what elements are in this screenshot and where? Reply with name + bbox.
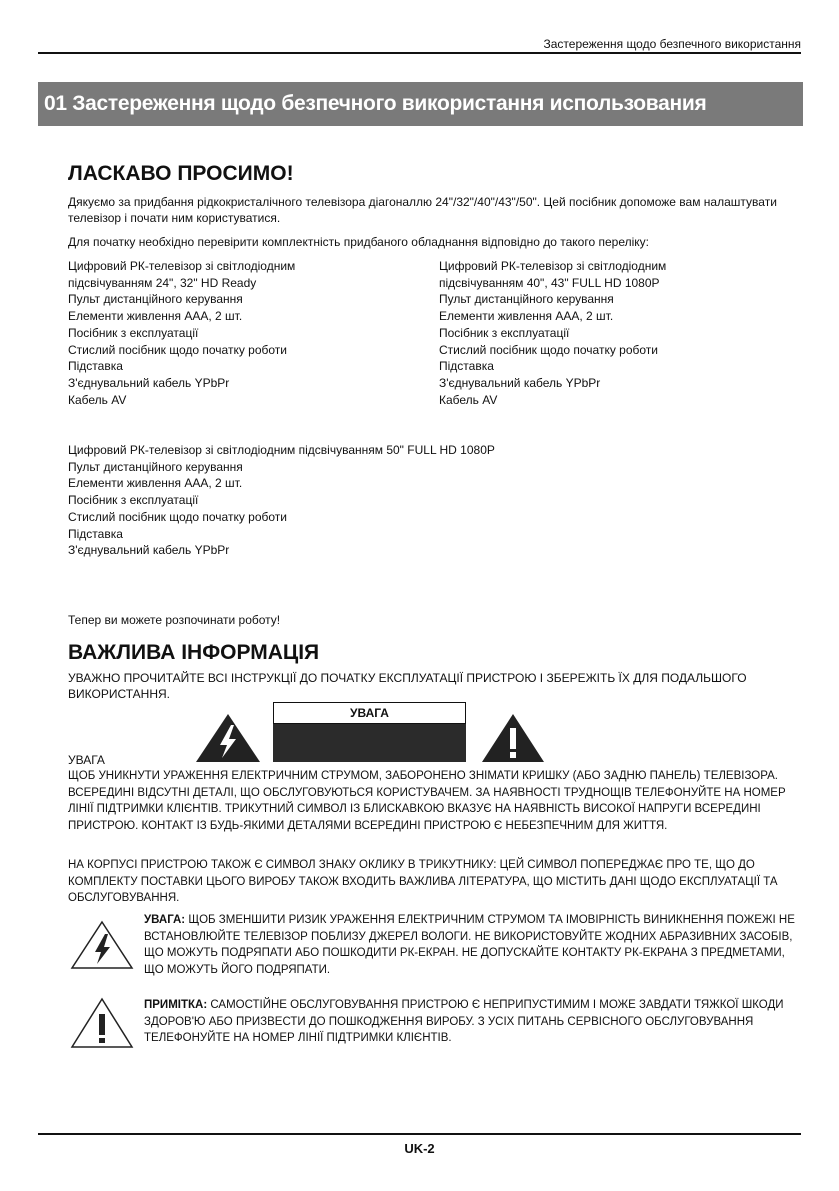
- package-list-left: [68, 258, 428, 408]
- package-list-item: Елементи живлення AAA, 2 шт.: [68, 476, 243, 491]
- package-list-item: Підставка: [439, 359, 494, 374]
- package-list-item: підсвічуванням 40", 43" FULL HD 1080P: [439, 275, 660, 290]
- warning-label-title: УВАГА: [273, 702, 466, 724]
- lightning-warning-icon: [195, 713, 261, 763]
- package-list-item: Цифровий РК-телевізор зі світлодіодним: [68, 259, 296, 273]
- package-list-item: Елементи живлення AAA, 2 шт.: [439, 309, 614, 324]
- package-list-item: Елементи живлення AAA, 2 шт.: [68, 309, 243, 324]
- checklist-instruction: Для початку необхідно перевірити комплектність придбаного обладнання відповідно до такого переліку:: [68, 235, 649, 249]
- package-list-item: Кабель AV: [68, 392, 127, 407]
- section-title: 01 Застереження щодо безпечного використання использования: [44, 92, 707, 115]
- note-body: САМОСТІЙНЕ ОБСЛУГОВУВАННЯ ПРИСТРОЮ Є НЕПРИПУСТИМИМ І МОЖЕ ЗАВДАТИ ТЯЖКОЇ ШКОДИ ЗДОРОВ'Ю АБО ПРИЗВЕСТИ ДО ПОШКОДЖЕННЯ ВИРОБУ. З УСІХ ПИТАНЬ СЕРВІСНОГО ОБСЛУГОВУВАННЯ ТЕЛЕФОНУЙТЕ НА НОМЕР ЛІНІЇ ПІДТРИМКИ КЛІЄНТІВ.: [144, 999, 784, 1044]
- package-list-item: Пульт дистанційного керування: [68, 292, 243, 307]
- shock-warning-text: ЩОБ УНИКНУТИ УРАЖЕННЯ ЕЛЕКТРИЧНИМ СТРУМОМ, ЗАБОРОНЕНО ЗНІМАТИ КРИШКУ (АБО ЗАДНЮ ПАНЕЛЬ) ТЕЛЕВІЗОРА. ВСЕРЕДИНІ ВІДСУТНІ ДЕТАЛІ, ЩО ОБСЛУГОВУЮТЬСЯ КОРИСТУВАЧЕМ. ЗА НАЯВНОСТІ ТРУДНОЩІВ ТЕЛЕФОНУЙТЕ НА НОМЕР ЛІНІЇ ПІДТРИМКИ КЛІЄНТІВ. ТРИКУТНИЙ СИМВОЛ ІЗ БЛИСКАВКОЮ ВКАЗУЄ НА НАЯВНІСТЬ ВИСОКОЇ НАПРУГИ ВСЕРЕДИНІ ПРИСТРОЮ. КОНТАКТ ІЗ БУДЬ-ЯКИМИ ДЕТАЛЯМИ ВСЕРЕДИНІ ПРИСТРОЮ Є НЕБЕЗПЕЧНИМ ДЛЯ ЖИТТЯ.: [68, 770, 786, 832]
- caution-body: ЩОБ ЗМЕНШИТИ РИЗИК УРАЖЕННЯ ЕЛЕКТРИЧНИМ СТРУМОМ ТА ІМОВІРНІСТЬ ВИНИКНЕННЯ ПОЖЕЖІ НЕ ВСТАНОВЛЮЙТЕ ТЕЛЕВІЗОР ПОБЛИЗУ ДЖЕРЕЛ ВОЛОГИ. НЕ ВИКОРИСТОВУЙТЕ ЖОДНИХ АБРАЗИВНИХ ЗАСОБІВ, ЩО МОЖУТЬ ПОДРЯПАТИ АБО ПОШКОДИТИ РК-ЕКРАН. НЕ ДОПУСКАЙТЕ КОНТАКТУ РК-ЕКРАНА З ПРЕДМЕТАМИ, ЩО МОЖУТЬ ЙОГО ПОДРЯПАТИ.: [144, 914, 795, 976]
- package-list-item: Пульт дистанційного керування: [439, 292, 614, 307]
- welcome-heading: ЛАСКАВО ПРОСИМО!: [68, 162, 294, 185]
- important-heading: ВАЖЛИВА ІНФОРМАЦІЯ: [68, 641, 320, 664]
- welcome-intro: Дякуємо за придбання рідкокристалічного телевізора діагоналлю 24"/32"/40"/43"/50". Цей посібник допоможе вам налаштувати телевізор і почати ним користуватися.: [68, 195, 777, 225]
- package-list-item: Стислий посібник щодо початку роботи: [68, 509, 288, 524]
- note-text: [144, 997, 800, 1047]
- lightning-outline-icon: [70, 920, 134, 970]
- package-list-item: Пульт дистанційного керування: [68, 459, 243, 474]
- warning-label: УВАГА: [68, 753, 105, 767]
- page-number: UK-2: [404, 1141, 435, 1156]
- note-label: ПРИМІТКА:: [144, 999, 208, 1011]
- package-list-item: Кабель AV: [439, 392, 498, 407]
- footer-rule: [38, 1133, 801, 1135]
- package-list-item: Цифровий РК-телевізор зі світлодіодним: [439, 259, 667, 273]
- exclamation-explanation-text: НА КОРПУСІ ПРИСТРОЮ ТАКОЖ Є СИМВОЛ ЗНАКУ ОКЛИКУ В ТРИКУТНИКУ: ЦЕЙ СИМВОЛ ПОПЕРЕДЖАЄ ПРО ТЕ, ЩО ДО КОМПЛЕКТУ ПОСТАВКИ ЦЬОГО ВИРОБУ ТАКОЖ ВХОДИТЬ ВАЖЛИВА ЛІТЕРАТУРА, ЩО МІСТИТЬ ДАНІ ЩОДО ЕКСПЛУАТАЦІЇ ТА ОБСЛУГОВУВАННЯ.: [68, 859, 778, 904]
- package-list-bottom: [68, 442, 668, 559]
- exclamation-warning-icon: [481, 713, 545, 763]
- package-list-item: З'єднувальний кабель YPbPr: [439, 375, 601, 390]
- section-title-band: [38, 82, 803, 126]
- welcome-outro: Тепер ви можете розпочинати роботу!: [68, 613, 281, 627]
- warning-label-panel: [273, 724, 466, 762]
- package-list-item: Посібник з експлуатації: [68, 493, 199, 508]
- package-list-item: Підставка: [68, 359, 123, 374]
- package-list-item: Посібник з експлуатації: [68, 325, 199, 340]
- package-list-right: [439, 258, 799, 408]
- package-list-item: Цифровий РК-телевізор зі світлодіодним підсвічуванням 50" FULL HD 1080P: [68, 443, 495, 457]
- package-list-item: підсвічуванням 24", 32" HD Ready: [68, 275, 257, 290]
- caution-text: [144, 912, 800, 978]
- header-rule: [38, 52, 801, 54]
- important-notice: УВАЖНО ПРОЧИТАЙТЕ ВСІ ІНСТРУКЦІЇ ДО ПОЧАТКУ ЕКСПЛУАТАЦІЇ ПРИСТРОЮ І ЗБЕРЕЖІТЬ ЇХ ДЛЯ ПОДАЛЬШОГО ВИКОРИСТАННЯ.: [68, 671, 747, 701]
- caution-label: УВАГА:: [144, 914, 186, 926]
- package-list-item: З'єднувальний кабель YPbPr: [68, 375, 230, 390]
- running-header: Застереження щодо безпечного використання: [543, 37, 801, 51]
- package-list-item: Стислий посібник щодо початку роботи: [439, 342, 659, 357]
- package-list-item: Стислий посібник щодо початку роботи: [68, 342, 288, 357]
- exclamation-outline-icon: [70, 997, 134, 1049]
- package-list-item: З'єднувальний кабель YPbPr: [68, 543, 230, 558]
- package-list-item: Підставка: [68, 526, 123, 541]
- warning-label-box: [273, 702, 466, 762]
- package-list-item: Посібник з експлуатації: [439, 325, 570, 340]
